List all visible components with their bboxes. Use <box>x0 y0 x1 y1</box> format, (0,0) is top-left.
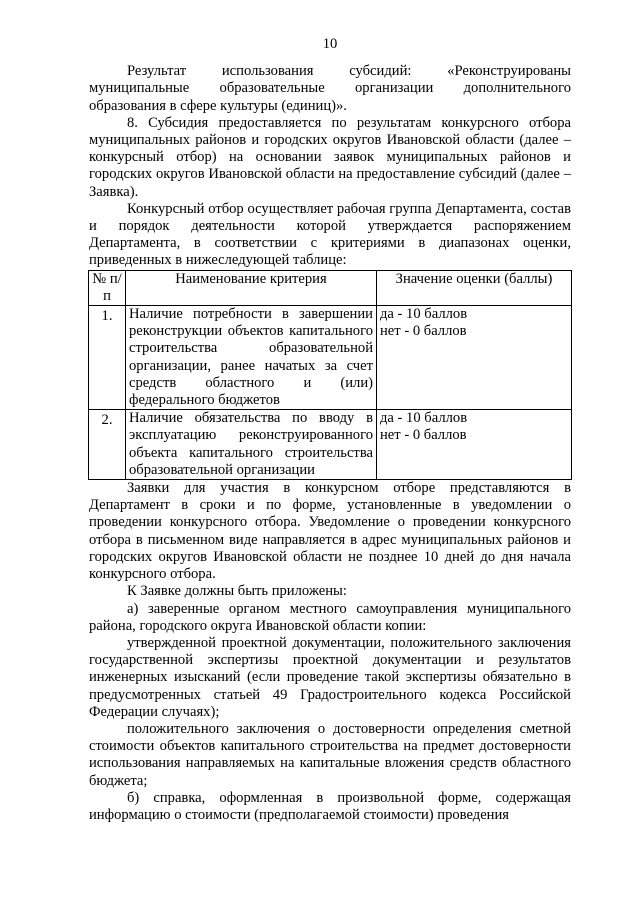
row-number: 1. <box>89 306 126 410</box>
row-criterion: Наличие обязательства по вводу в эксплуатацию реконструированного объекта капитального строительства образовательной организации <box>126 410 377 480</box>
header-score: Значение оценки (баллы) <box>377 270 572 305</box>
page-number: 10 <box>322 36 338 52</box>
row-criterion: Наличие потребности в завершении реконструкции объектов капитального строительства образовательной организации, ранее начатых за счет средств областного и (или) федерального бюджетов <box>126 306 377 410</box>
paragraph-attachments-intro: К Заявке должны быть приложены: <box>127 583 347 600</box>
paragraph-item-b: б) справка, оформленная в произвольной форме, содержащая информацию о стоимости (предполагаемой стоимости) проведения <box>89 789 571 823</box>
score-no: нет - 0 баллов <box>380 323 467 340</box>
table-header-row <box>89 270 572 305</box>
paragraph-applications: Заявки для участия в конкурсном отборе представляются в Департамент в сроки и по форме, установленные в уведомлении о проведении конкурсного отбора. Уведомление о проведении конкурсного отбора в письменном виде направляется в адрес муниципальных районов и городских округов Ивановской области не позднее 10 дней до дня начала конкурсного отбора. <box>89 480 571 583</box>
paragraph-project-docs: утвержденной проектной документации, положительного заключения государственной экспертизы проектной документации и результатов инженерных изысканий (если проведение такой экспертизы обязательно в предусмотренных статьей 49 Градостроительного кодекса Российской Федерации случаях); <box>89 634 571 720</box>
table-row <box>89 410 572 480</box>
score-yes: да - 10 баллов <box>380 410 468 427</box>
document-page <box>89 36 571 824</box>
table-row <box>89 306 572 410</box>
paragraph-clause-8: 8. Субсидия предоставляется по результатам конкурсного отбора муниципальных районов и городских округов Ивановской области (далее – конкурсный отбор) на основании заявок муниципальных районов и городских округов Ивановской области на предоставление субсидий (далее – Заявка). <box>89 114 571 200</box>
paragraph-cost-conclusion: положительного заключения о достоверности определения сметной стоимости объектов капитального строительства на предмет достоверности использования направляемых на капитальные вложения средств областного бюджета; <box>89 720 571 789</box>
paragraph-selection-committee: Конкурсный отбор осуществляет рабочая группа Департамента, состав и порядок деятельности которой утверждается распоряжением Департамента, в соответствии с критериями в диапазонах оценки, приведенных в нижеследующей таблице: <box>89 200 571 269</box>
header-number: № п/п <box>89 270 126 305</box>
score-yes: да - 10 баллов <box>380 306 468 323</box>
row-number: 2. <box>89 410 126 480</box>
paragraph-subsidy-result: Результат использования субсидий: «Реконструированы муниципальные образовательные организации дополнительного образования в сфере культуры (единиц)». <box>89 63 571 114</box>
paragraph-item-a: а) заверенные органом местного самоуправления муниципального района, городского округа Ивановской области копии: <box>89 600 571 634</box>
header-criterion: Наименование критерия <box>126 270 377 305</box>
row-score <box>377 306 572 410</box>
row-score <box>377 410 572 480</box>
criteria-table <box>88 270 572 480</box>
score-no: нет - 0 баллов <box>380 427 467 444</box>
